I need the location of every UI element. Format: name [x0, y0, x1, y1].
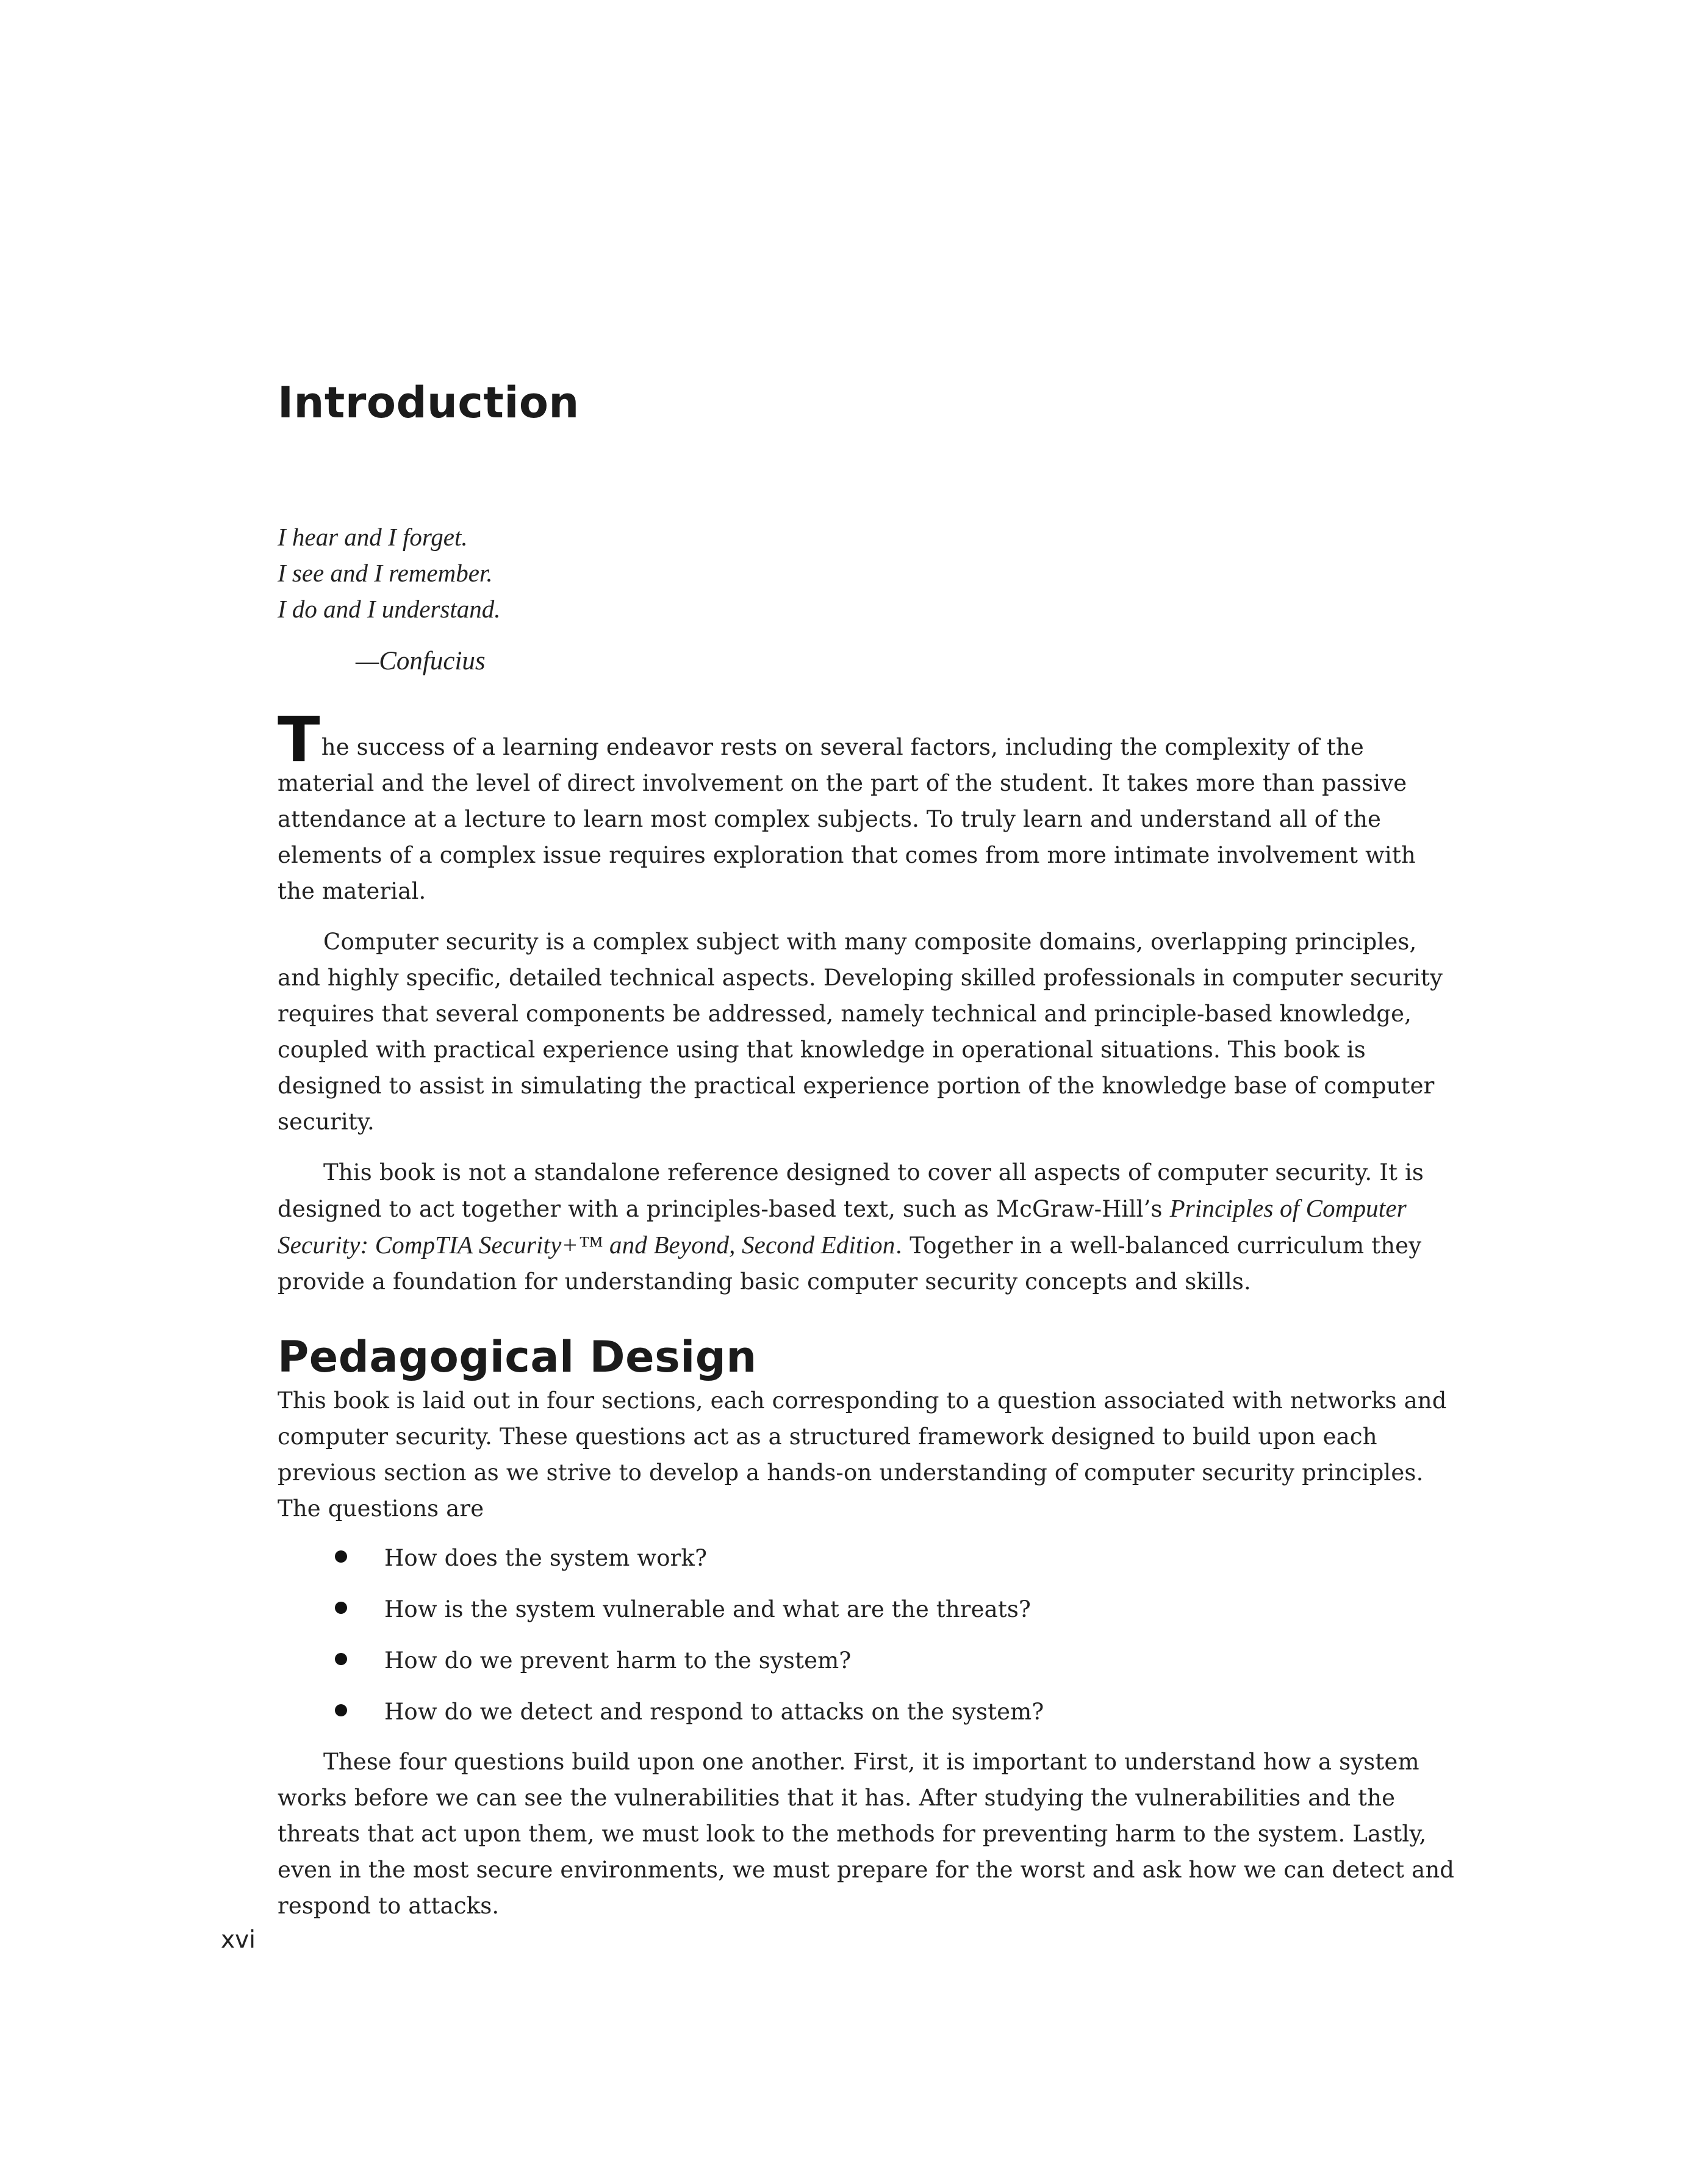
intro-paragraph-1-text: he success of a learning endeavor rests on several factors, including the complexity of the material and the level of direct involvement on the part of the student. It takes more than passive attendance at a lecture to learn most complex subjects. To truly learn and understand all of the elements of a complex issue requires exploration that comes from more intimate involvement with the material.: [278, 733, 1416, 904]
question-item-2: [278, 1591, 1458, 1627]
bullet-icon: [335, 1550, 347, 1563]
intro-paragraph-3-text-end: . Together in a well-balanced curriculum they provide a foundation for understanding basic computer security concepts and skills.: [278, 1232, 1422, 1295]
intro-paragraph-3-text-start: This book is not a standalone reference designed to cover all aspects of computer security. It is designed to act together with a principles-based text, such as McGraw-Hill’s: [278, 1159, 1424, 1222]
bullet-icon: [335, 1653, 347, 1665]
intro-paragraph-3: [278, 1154, 1458, 1300]
section-heading: Pedagogical Design: [278, 1331, 757, 1382]
section-lead-paragraph: This book is laid out in four sections, each corresponding to a question associated with networks and computer security. These questions act as a structured framework designed to build upon each previous section as we strive to develop a hands-on understanding of computer security principles. The questions are: [278, 1388, 1447, 1522]
pedagogical-design-section: [278, 1333, 1458, 1924]
question-text-3: How do we prevent harm to the system?: [384, 1647, 852, 1674]
epigraph-attribution: —Confucius: [356, 646, 486, 675]
question-list: [278, 1540, 1458, 1730]
question-text-4: How do we detect and respond to attacks on the system?: [384, 1699, 1044, 1725]
question-text-1: How does the system work?: [384, 1545, 708, 1571]
question-item-4: [278, 1694, 1458, 1730]
page-number: xvi: [221, 1926, 256, 1954]
epigraph-line-3: I do and I understand.: [278, 594, 501, 623]
epigraph: [278, 519, 1458, 679]
bullet-icon: [335, 1602, 347, 1614]
question-item-1: [278, 1540, 1458, 1576]
page-content: [278, 378, 1458, 1924]
intro-paragraph-2: Computer security is a complex subject with many composite domains, overlapping principles, and highly specific, detailed technical aspects. Developing skilled professionals in computer security requires that several components be addressed, namely technical and principle-based knowledge, coupled with practical experience using that knowledge in operational situations. This book is designed to assist in simulating the practical experience portion of the knowledge base of computer security.: [278, 928, 1443, 1135]
section-closing-paragraph: These four questions build upon one another. First, it is important to understand how a system works before we can see the vulnerabilities that it has. After studying the vulnerabilities and the threats that act upon them, we must look to the methods for preventing harm to the system. Lastly, even in the most secure environments, we must prepare for the worst and ask how we can detect and respond to attacks.: [278, 1749, 1455, 1919]
question-text-2: How is the system vulnerable and what are the threats?: [384, 1596, 1032, 1622]
drop-cap: T: [278, 703, 320, 776]
book-title-reference: Principles of Computer Security: CompTIA Security+™ and Beyond, Second Edition: [278, 1193, 1407, 1259]
intro-paragraph-1: [278, 703, 1458, 909]
epigraph-line-2: I see and I remember.: [278, 558, 493, 587]
page-title: Introduction: [278, 378, 580, 428]
intro-section: [278, 703, 1458, 1300]
epigraph-line-1: I hear and I forget.: [278, 522, 468, 551]
bullet-icon: [335, 1704, 347, 1716]
question-item-3: [278, 1643, 1458, 1679]
